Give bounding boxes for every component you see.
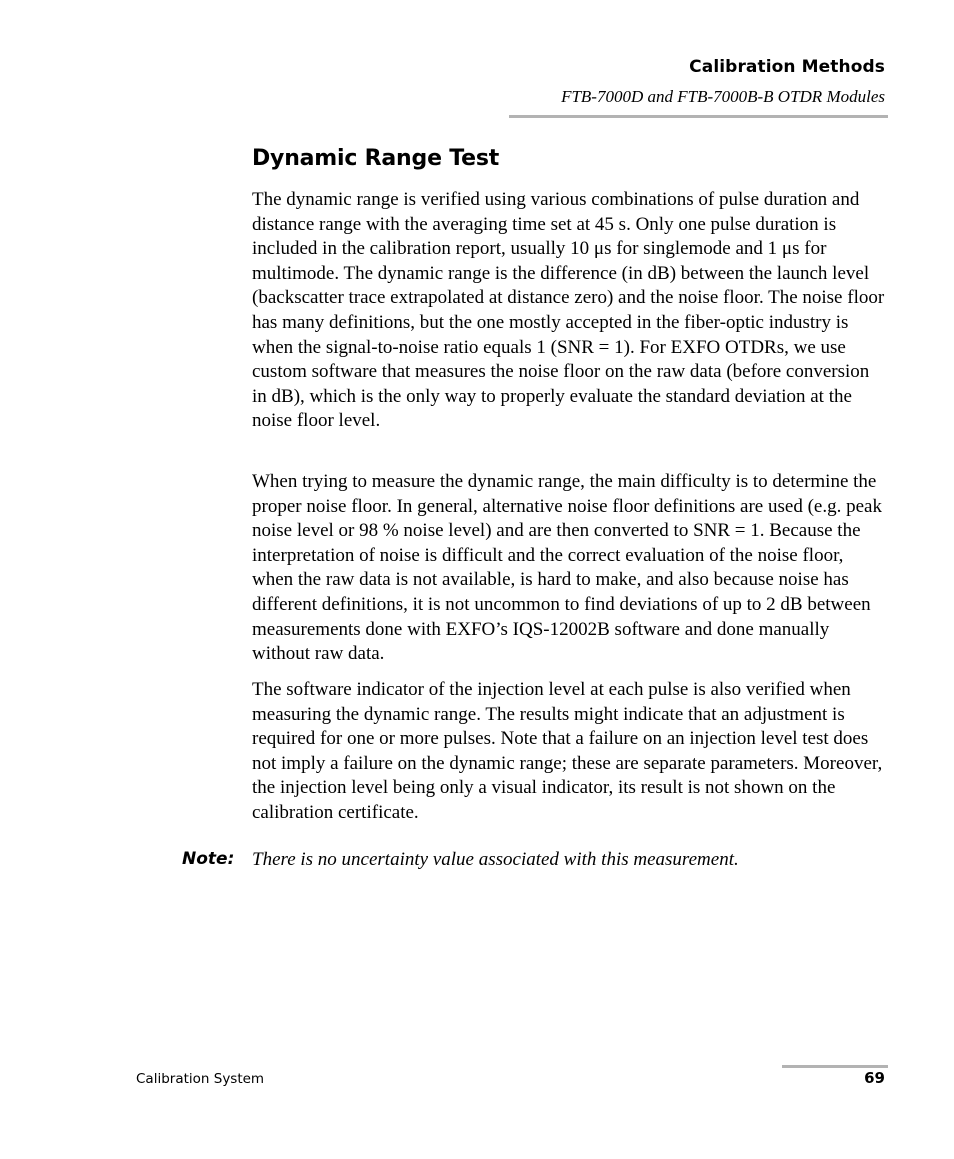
header-divider bbox=[509, 115, 888, 118]
paragraph-2: When trying to measure the dynamic range, the main difficulty is to determine the proper noise floor. In general, alternative noise floor definitions are used (e.g. peak noise level or 98 % noise level) and are then converted to SNR = 1. Because the interpretation of noise is difficult and the correct evaluation of the noise floor, when the raw data is not available, is hard to make, and also because noise has different definitions, it is not uncommon to find deviations of up to 2 dB between measurements done with EXFO’s IQS-12002B software and done manually without raw data. bbox=[252, 471, 882, 665]
header-subtitle: FTB-7000D and FTB-7000B-B OTDR Modules bbox=[561, 87, 885, 106]
footer-document-title: Calibration System bbox=[136, 1071, 265, 1087]
note-label: Note: bbox=[182, 849, 235, 869]
header-title: Calibration Methods bbox=[689, 57, 885, 77]
footer-divider bbox=[782, 1065, 888, 1068]
note-text: There is no uncertainty value associated with this measurement. bbox=[252, 849, 739, 870]
paragraph-1: The dynamic range is verified using various combinations of pulse duration and distance range with the averaging time set at 45 s. Only one pulse duration is included in the calibration report, usually 10 μs for singlemode and 1 μs for multimode. The dynamic range is the difference (in dB) between the launch level (backscatter trace extrapolated at distance zero) and the noise floor. The noise floor has many definitions, but the one mostly accepted in the fiber-optic industry is when the signal-to-noise ratio equals 1 (SNR = 1). For EXFO OTDRs, we use custom software that measures the noise floor on the raw data (before conversion in dB), which is the only way to properly evaluate the standard deviation at the noise floor level. bbox=[252, 189, 885, 432]
section-heading: Dynamic Range Test bbox=[252, 146, 500, 171]
paragraph-3: The software indicator of the injection level at each pulse is also verified when measuring the dynamic range. The results might indicate that an adjustment is required for one or more pulses. Note that a failure on an injection level test does not imply a failure on the dynamic range; these are separate parameters. Moreover, the injection level being only a visual indicator, its result is not shown on the calibration certificate. bbox=[252, 679, 883, 823]
page-number: 69 bbox=[864, 1069, 885, 1087]
